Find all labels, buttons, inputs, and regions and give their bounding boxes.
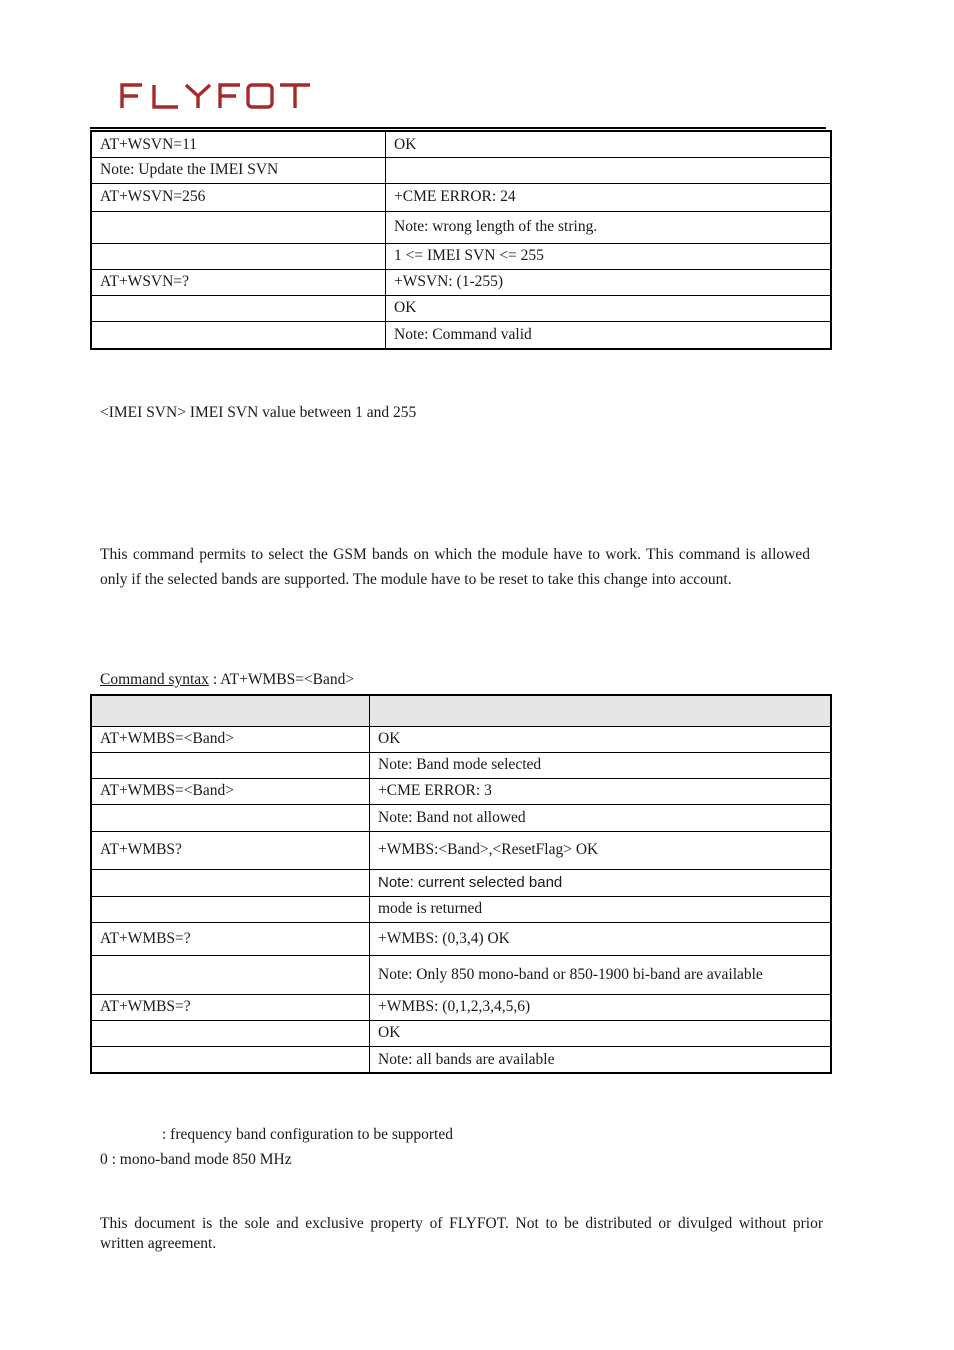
wmbs-command-cell — [91, 896, 370, 922]
wmbs-response-cell: +CME ERROR: 3 — [370, 778, 832, 804]
flyfot-logo — [118, 80, 313, 117]
wsvn-examples-table — [90, 130, 832, 350]
wmbs-response-cell: OK — [370, 726, 832, 752]
table-row — [91, 778, 831, 804]
table-row — [91, 295, 831, 321]
band-option-0: 0 : mono-band mode 850 MHz — [100, 1151, 292, 1168]
table-row — [91, 183, 831, 211]
flyfot-logo-mark — [118, 80, 313, 112]
wmbs-response-cell: +WMBS: (0,1,2,3,4,5,6) — [370, 994, 832, 1020]
table-row — [91, 269, 831, 295]
header-rule — [90, 127, 826, 129]
wmbs-description: This command permits to select the GSM bands on which the module have to work. This command is allowed only if the selected bands are supported. The module have to be reset to take this change into account. — [100, 546, 810, 588]
table-row — [91, 752, 831, 778]
wsvn-response-cell: OK — [386, 131, 832, 157]
wmbs-response-cell: Note: Band mode selected — [370, 752, 832, 778]
table-row — [91, 831, 831, 869]
wsvn-command-cell: Note: Update the IMEI SVN — [91, 157, 386, 183]
table-row — [91, 243, 831, 269]
wsvn-response-cell: +CME ERROR: 24 — [386, 183, 832, 211]
wmbs-response-cell: Note: all bands are available — [370, 1046, 832, 1073]
table-row — [91, 321, 831, 349]
table-row — [91, 1046, 831, 1073]
wsvn-response-cell: OK — [386, 295, 832, 321]
wsvn-response-cell: Note: wrong length of the string. — [386, 211, 832, 243]
wmbs-response-cell: +WMBS: (0,3,4) OK — [370, 922, 832, 955]
wmbs-command-cell: AT+WMBS=? — [91, 922, 370, 955]
wmbs-examples-table — [90, 694, 832, 1074]
table-row — [91, 157, 831, 183]
wsvn-command-cell: AT+WSVN=? — [91, 269, 386, 295]
command-syntax-value: : AT+WMBS=<Band> — [208, 671, 355, 688]
wmbs-response-cell: Note: Only 850 mono-band or 850-1900 bi-band are available — [370, 955, 832, 994]
imei-svn-parameter: <IMEI SVN> IMEI SVN value between 1 and 255 — [100, 404, 417, 421]
wsvn-response-cell: 1 <= IMEI SVN <= 255 — [386, 243, 832, 269]
wmbs-command-cell — [91, 869, 370, 896]
wmbs-command-cell — [91, 955, 370, 994]
wmbs-command-cell — [91, 1020, 370, 1046]
table-row — [91, 804, 831, 831]
wmbs-command-cell — [91, 1046, 370, 1073]
wsvn-response-cell: +WSVN: (1-255) — [386, 269, 832, 295]
table-row — [91, 131, 831, 157]
wmbs-response-cell: OK — [370, 1020, 832, 1046]
wmbs-response-cell: +WMBS:<Band>,<ResetFlag> OK — [370, 831, 832, 869]
table-row — [91, 955, 831, 994]
wmbs-command-cell: AT+WMBS? — [91, 831, 370, 869]
wsvn-command-cell — [91, 295, 386, 321]
wmbs-header-cell — [91, 695, 370, 726]
wsvn-command-cell — [91, 211, 386, 243]
table-row — [91, 896, 831, 922]
band-parameter: : frequency band configuration to be supported — [162, 1126, 453, 1143]
wsvn-command-cell — [91, 243, 386, 269]
wmbs-command-cell: AT+WMBS=<Band> — [91, 726, 370, 752]
wmbs-response-cell: Note: Band not allowed — [370, 804, 832, 831]
wmbs-header-cell — [370, 695, 832, 726]
wsvn-command-cell: AT+WSVN=11 — [91, 131, 386, 157]
command-syntax — [100, 671, 354, 689]
table-row — [91, 869, 831, 896]
wmbs-command-cell — [91, 752, 370, 778]
table-row — [91, 726, 831, 752]
wsvn-response-cell: Note: Command valid — [386, 321, 832, 349]
command-syntax-label: Command syntax — [100, 671, 209, 688]
wmbs-command-cell — [91, 804, 370, 831]
wmbs-command-cell: AT+WMBS=<Band> — [91, 778, 370, 804]
wsvn-command-cell: AT+WSVN=256 — [91, 183, 386, 211]
table-row — [91, 1020, 831, 1046]
wmbs-command-cell: AT+WMBS=? — [91, 994, 370, 1020]
wsvn-response-cell — [386, 157, 832, 183]
wmbs-response-cell: mode is returned — [370, 896, 832, 922]
table-row — [91, 922, 831, 955]
footer-notice: This document is the sole and exclusive property of FLYFOT. Not to be distributed or divulged without prior written agreement. — [100, 1215, 823, 1252]
wsvn-command-cell — [91, 321, 386, 349]
wmbs-response-cell: Note: current selected band — [370, 869, 832, 896]
table-row — [91, 994, 831, 1020]
table-row — [91, 211, 831, 243]
wmbs-header-row — [91, 695, 831, 726]
